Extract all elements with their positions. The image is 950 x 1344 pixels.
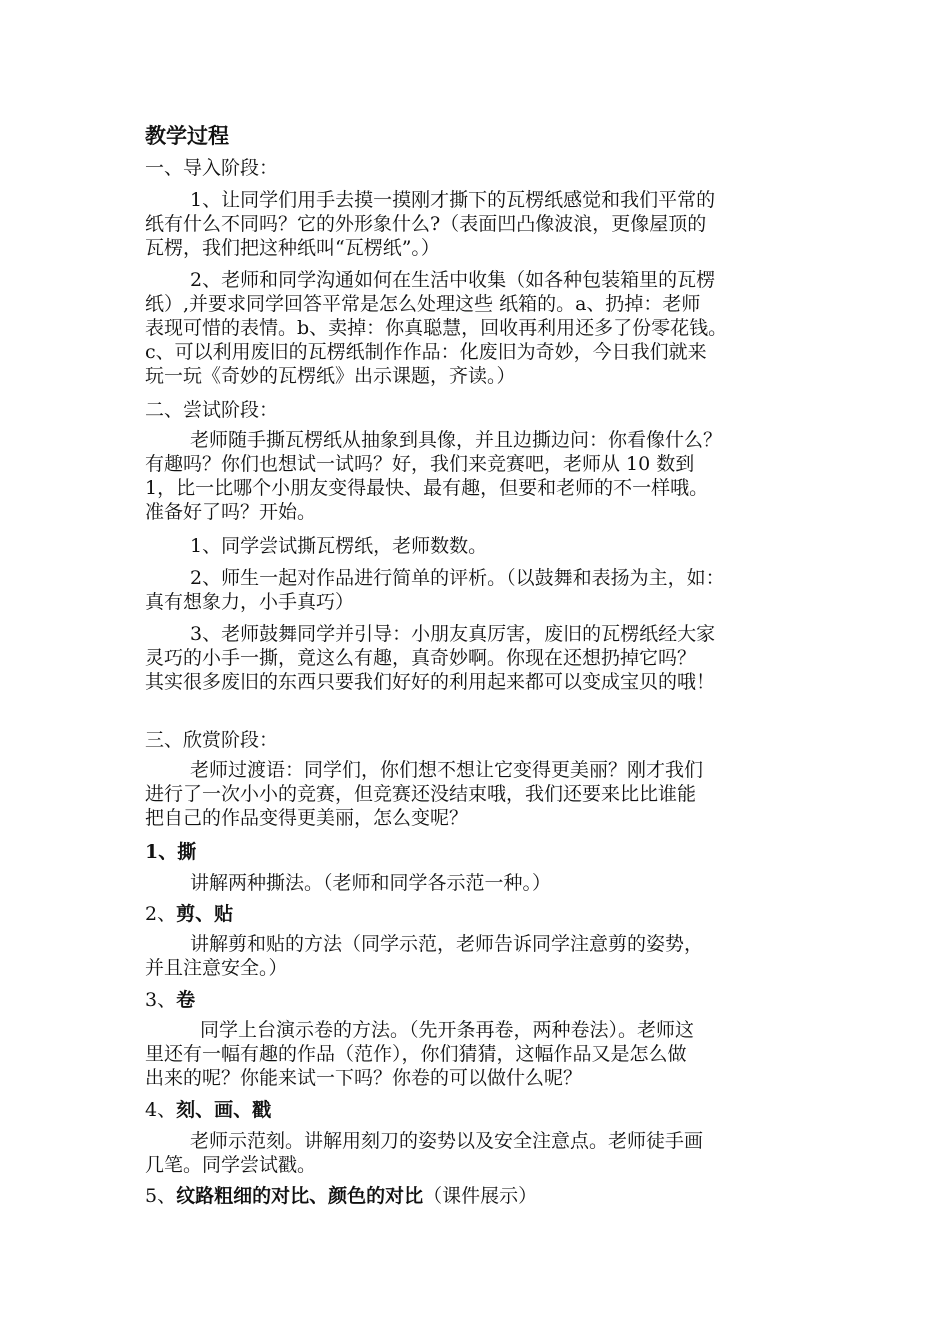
paragraph-line: 把自己的作品变得更美丽，怎么变呢？ [145, 807, 469, 829]
item5-heading [145, 1184, 537, 1208]
item3-heading [145, 988, 195, 1012]
paragraph-line: 2、老师和同学沟通如何在生活中收集（如各种包装箱里的瓦楞 [190, 269, 716, 291]
section1-heading: 一、导入阶段： [145, 157, 279, 179]
paragraph-line: 有趣吗？你们也想试一试吗？好，我们来竞赛吧，老师从 10 数到 [145, 453, 695, 475]
item-number: 3、 [145, 989, 177, 1011]
paragraph-line: 1，比一比哪个小朋友变得最快、最有趣，但要和老师的不一样哦。 [145, 477, 709, 499]
item-title: 刻、画、戳 [176, 1099, 272, 1121]
paragraph-line: 瓦楞，我们把这种纸叫“瓦楞纸”。） [145, 237, 440, 259]
item-number: 2、 [145, 903, 177, 925]
paragraph-line: 几笔。同学尝试戳。 [145, 1154, 317, 1176]
item-number: 1、 [145, 841, 178, 863]
paragraph-line: c、可以利用废旧的瓦楞纸制作作品：化废旧为奇妙，今日我们就来 [145, 341, 707, 363]
item-number: 5、 [145, 1185, 177, 1207]
item4-heading [145, 1098, 271, 1122]
item-number: 4、 [145, 1099, 177, 1121]
paragraph-line: 1、让同学们用手去摸一摸刚才撕下的瓦楞纸感觉和我们平常的 [190, 189, 716, 211]
item2-heading [145, 902, 233, 926]
paragraph-line: 里还有一幅有趣的作品（范作），你们猜猜，这幅作品又是怎么做 [145, 1043, 687, 1065]
paragraph-line: 纸）,并要求同学回答平常是怎么处理这些 纸箱的。a、扔掉：老师 [145, 293, 701, 315]
item-suffix: （课件展示） [423, 1185, 538, 1207]
paragraph-line: 3、老师鼓舞同学并引导：小朋友真厉害，废旧的瓦楞纸经大家 [190, 623, 716, 645]
paragraph-line: 准备好了吗？开始。 [145, 501, 317, 523]
paragraph-line: 讲解两种撕法。（老师和同学各示范一种。） [190, 872, 552, 894]
paragraph-line: 出来的呢？你能来试一下吗？你卷的可以做什么呢？ [145, 1067, 583, 1089]
paragraph-line: 老师示范刻。讲解用刻刀的姿势以及安全注意点。老师徒手画 [190, 1130, 704, 1152]
paragraph-line: 灵巧的小手一撕，竟这么有趣，真奇妙啊。你现在还想扔掉它吗？ [145, 647, 697, 669]
paragraph-line: 玩一玩《奇妙的瓦楞纸》出示课题，齐读。） [145, 365, 516, 387]
paragraph-line: 老师过渡语：同学们，你们想不想让它变得更美丽？刚才我们 [190, 759, 704, 781]
paragraph-line: 真有想象力，小手真巧） [145, 591, 355, 613]
paragraph-line: 纸有什么不同吗？它的外形象什么?（表面凹凸像波浪，更像屋顶的 [145, 213, 707, 235]
item-title: 撕 [177, 841, 197, 863]
paragraph-line: 2、师生一起对作品进行简单的评析。（以鼓舞和表扬为主，如： [190, 567, 725, 589]
doc-title: 教学过程 [145, 123, 229, 148]
paragraph-line: 讲解剪和贴的方法（同学示范，老师告诉同学注意剪的姿势， [190, 933, 704, 955]
paragraph-line: 其实很多废旧的东西只要我们好好的利用起来都可以变成宝贝的哦！ [145, 671, 716, 693]
paragraph-line: 表现可惜的表情。b、卖掉：你真聪慧，回收再利用还多了份零花钱。 [145, 317, 728, 339]
item1-heading [145, 840, 196, 864]
paragraph-line: 同学上台演示卷的方法。（先开条再卷，两种卷法）。老师这 [200, 1019, 695, 1041]
paragraph-line: 1、同学尝试撕瓦楞纸，老师数数。 [190, 535, 488, 557]
item-title: 卷 [176, 989, 196, 1011]
item-title: 纹路粗细的对比、颜色的对比 [176, 1185, 424, 1207]
section2-heading: 二、尝试阶段： [145, 399, 279, 421]
section3-heading: 三、欣赏阶段： [145, 729, 279, 751]
paragraph-line: 进行了一次小小的竞赛，但竞赛还没结束哦，我们还要来比比谁能 [145, 783, 697, 805]
paragraph-line: 老师随手撕瓦楞纸从抽象到具像，并且边撕边问：你看像什么？ [190, 429, 723, 451]
paragraph-line: 并且注意安全。） [145, 957, 288, 979]
item-title: 剪、贴 [176, 903, 234, 925]
